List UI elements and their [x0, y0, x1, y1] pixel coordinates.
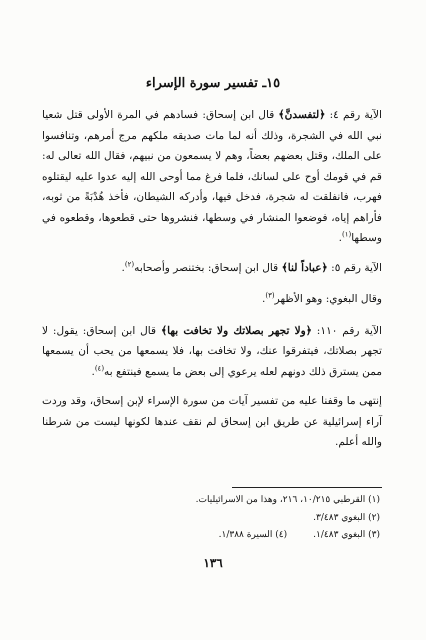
- footnote-3: (٣) البغوي ١/٤٨٣.: [313, 530, 380, 540]
- page-number: ١٣٦: [203, 556, 223, 570]
- quran-verse: ﴿ولا تجهر بصلاتك ولا تخافت بها﴾: [160, 324, 312, 337]
- footnote-4: (٤) السيرة ١/٣٨٨.: [218, 530, 288, 540]
- footnote-ref: (٢): [124, 259, 135, 268]
- paragraph-text: قال ابن إسحاق: بختنصر وأصحابه: [134, 261, 279, 274]
- paragraph-verse-5: [42, 258, 382, 279]
- paragraph-conclusion: [42, 391, 382, 453]
- quran-verse: ﴿لتفسدنَّ﴾: [278, 109, 326, 121]
- body-text: [42, 105, 382, 462]
- paragraph-verse-4: [42, 105, 382, 249]
- footnote-1: (١) القرطبي ١٠/٢١٥، ٢١٦، وهذا من الاسرائيليات.: [195, 495, 380, 505]
- chapter-heading: ١٥ـ تفسير سورة الإسراء: [145, 76, 281, 91]
- footnote-ref: (٣): [265, 291, 275, 300]
- paragraph-text: قال ابن إسحاق: يقول: لا تجهر بصلاتك، فيتفرقوا عنك، ولا تخافت بها، فلا يسمعها من يحب أن يسمعها ممن يسترق ذلك دونهم لعله يرعوي إلى بعض ما يسمع فينتفع به: [42, 324, 382, 378]
- paragraph-text: قال ابن إسحاق: فسادهم في المرة الأولى قتل شعيا نبي الله في الشجرة، وذلك أنه لما مات صديقه ملكهم مرج أمرهم، وتنافسوا على الملك، وقتل بعضهم بعضاً، وهم لا يسمعون من نبيهم، فقال الله تعالى له: قم في قومك أوح على لسانك، فلما فرغ مما أوحى الله إليه عدوا عليه ليقتلوه فهرب، فانفلقت له شجرة، فدخل فيها، وأدركه الشيطان، فأخذ هُدْبَةً من ثوبه، فأراهم إياه، فوضعوا المنشار في وسطها، فنشروها حتى قطعوها، وقطعوه في وسطها: [42, 109, 382, 244]
- paragraph-baghawi: [42, 289, 382, 310]
- paragraph-text: وقال البغوي: وهو الأظهر: [274, 293, 382, 305]
- verse-lead: الآية رقم ٤:: [329, 109, 382, 121]
- footnote-divider: [232, 487, 382, 488]
- footnotes: [42, 492, 380, 545]
- paragraph-verse-110: [42, 321, 382, 383]
- footnote-row: [42, 527, 380, 545]
- verse-lead: الآية رقم ٥:: [331, 261, 382, 274]
- sentence-end: .: [338, 232, 342, 244]
- quran-verse: ﴿عباداً لنا﴾: [281, 261, 328, 274]
- verse-lead: الآية رقم ١١٠:: [316, 324, 382, 337]
- footnote-ref: (١): [341, 230, 352, 239]
- footnote-ref: (٤): [94, 363, 105, 372]
- sentence-end: .: [262, 293, 266, 305]
- footnote-2: (٢) البغوي ٣/٤٨٣.: [313, 512, 380, 523]
- sentence-end: .: [91, 365, 95, 378]
- sentence-end: .: [121, 261, 125, 274]
- paragraph-text: إنتهى ما وقفنا عليه من تفسير آيات من سورة الإسراء لإبن إسحاق، وقد وردت آراء إسرائيلية عن طريق ابن إسحاق لم نقف عندها لكونها ليست من شرطنا والله أعلم.: [42, 395, 382, 448]
